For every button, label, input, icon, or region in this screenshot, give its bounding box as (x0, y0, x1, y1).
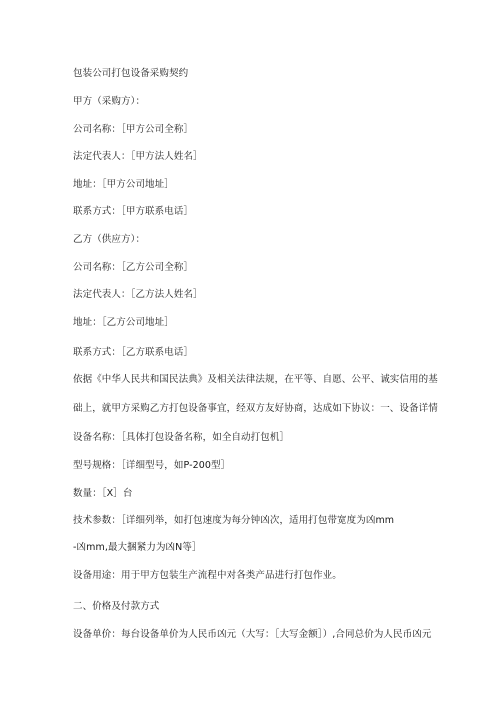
equipment-quantity: 数量：［X］台 (73, 488, 133, 499)
party-a-legal-representative: 法定代表人：［甲方法人姓名］ (73, 151, 203, 162)
section-2-heading: 二、价格及付款方式 (73, 601, 160, 612)
technical-parameters-line-1: 技术参数：［详细列举，如打包速度为每分钟凶次，适用打包带宽度为凶mm (73, 515, 395, 526)
equipment-model: 型号规格：［详细型号，如P-200型］ (73, 460, 231, 471)
party-b-contact: 联系方式：［乙方联系电话］ (73, 347, 194, 358)
party-a-address: 地址：［甲方公司地址］ (73, 179, 174, 190)
party-a-company-name: 公司名称：［甲方公司全称］ (73, 124, 194, 135)
document-title: 包装公司打包设备采购契约 (73, 68, 189, 79)
party-b-heading: 乙方（供应方）： (73, 234, 146, 245)
unit-price-line: 设备单价：每台设备单价为人民币凶元（大写：［大写金额］）,合同总价为人民币凶元 (73, 629, 432, 640)
party-a-contact: 联系方式：［甲方联系电话］ (73, 206, 194, 217)
party-b-address: 地址：［乙方公司地址］ (73, 317, 174, 328)
party-b-company-name: 公司名称：［乙方公司全称］ (73, 262, 194, 273)
technical-parameters-line-2: -凶mm,最大捆紧力为凶N等］ (73, 542, 202, 553)
preamble-line-2: 础上，就甲方采购乙方打包设备事宜，经双方友好协商，达成如下协议：一、设备详情 (73, 403, 438, 414)
party-a-heading: 甲方（采购方）： (73, 96, 146, 107)
preamble-line-1: 依据《中华人民共和国民法典》及相关法律法规，在平等、自愿、公平、诚实信用的基 (73, 374, 438, 385)
equipment-purpose: 设备用途：用于甲方包装生产流程中对各类产品进行打包作业。 (73, 570, 342, 581)
equipment-name: 设备名称：［具体打包设备名称，如全自动打包机］ (73, 432, 290, 443)
party-b-legal-representative: 法定代表人：［乙方法人姓名］ (73, 289, 203, 300)
